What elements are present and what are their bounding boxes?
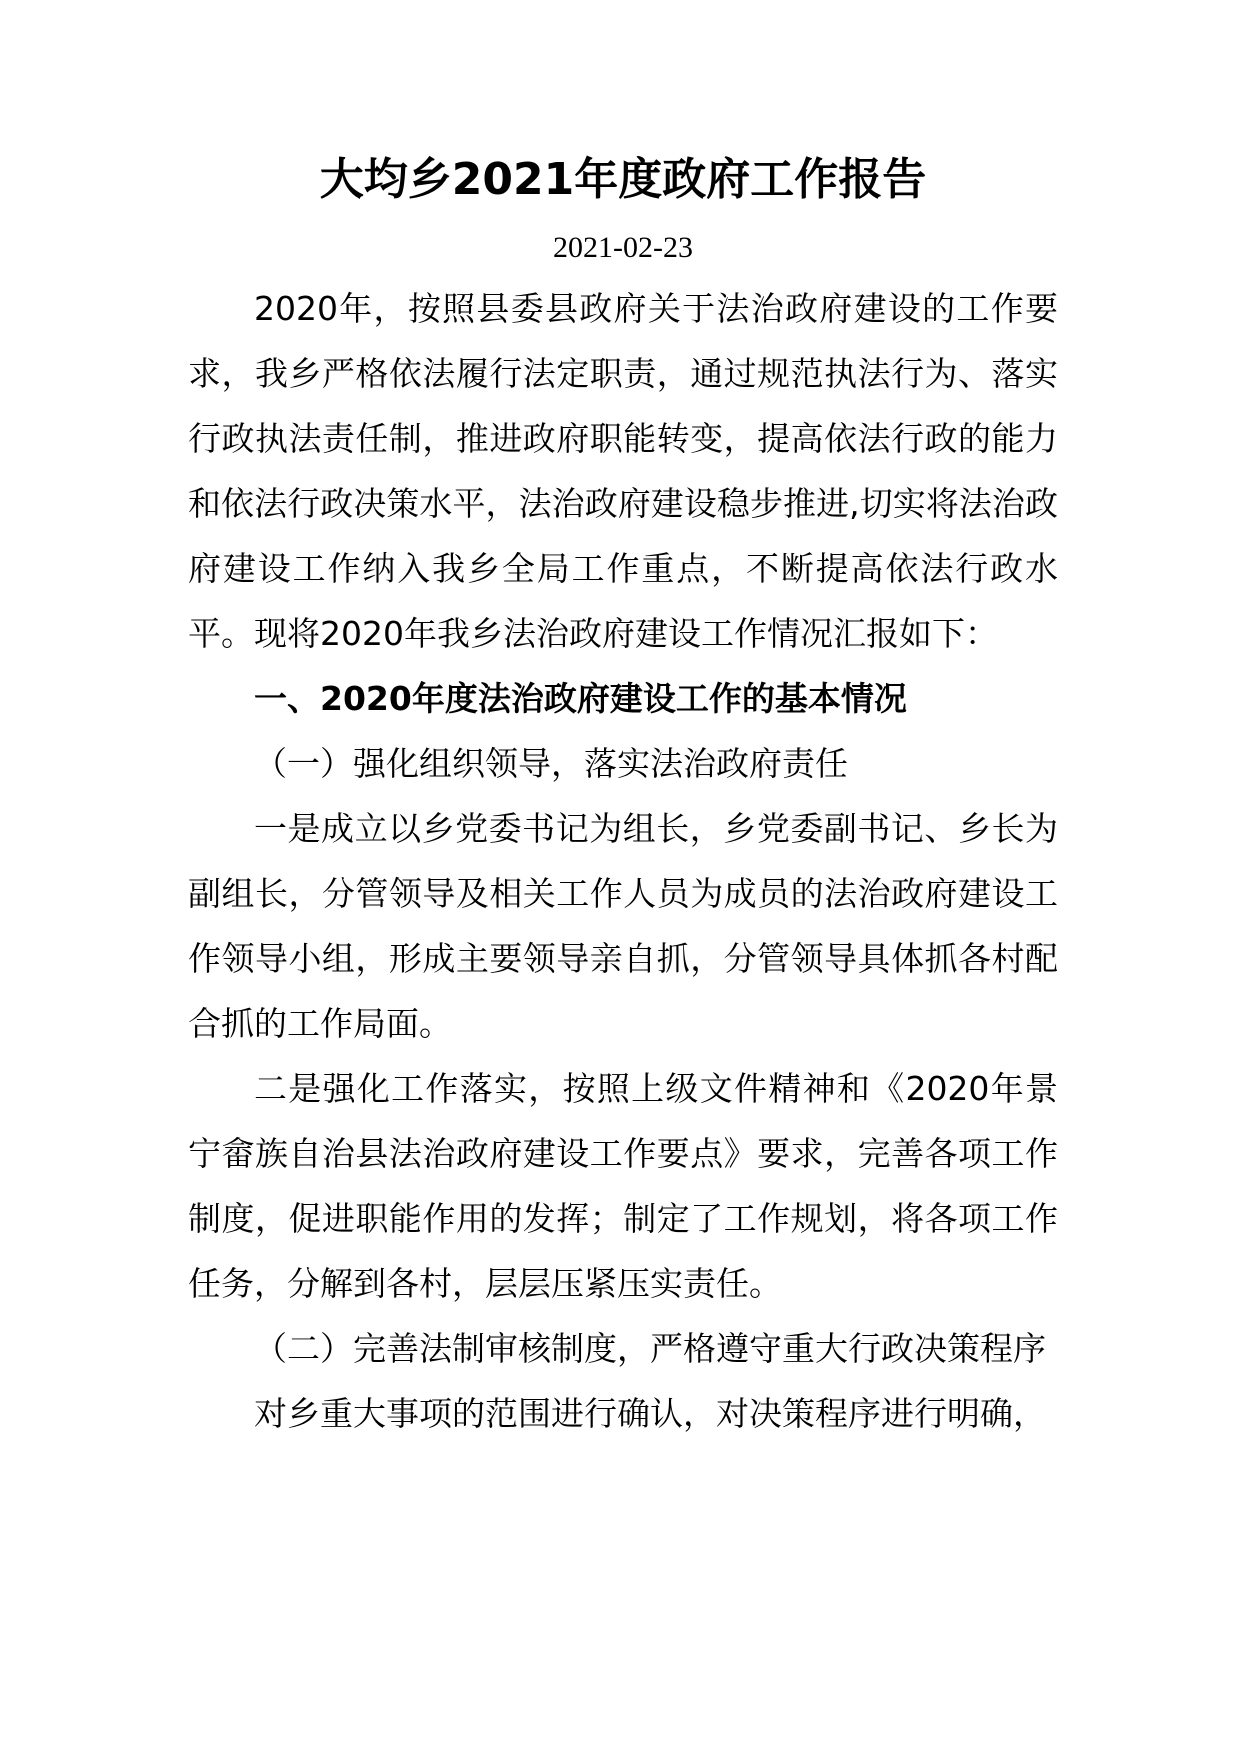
subsection-heading: （一）强化组织领导，落实法治政府责任 bbox=[254, 744, 848, 783]
intro-paragraph: 2020年，按照县委县政府关于法治政府建设的工作要求，我乡严格依法履行法定职责，通过规范执法行为、落实行政执法责任制，推进政府职能转变，提高依法行政的能力和依法行政决策水平，法治政府建设稳步推进,切实将法治政府建设工作纳入我乡全局工作重点，不断提高依法行政水平。现将2020年我乡法治政府建设工作情况汇报如下： bbox=[188, 289, 1058, 653]
document-date: 2021-02-23 bbox=[553, 231, 693, 264]
body-paragraph: 二是强化工作落实，按照上级文件精神和《2020年景宁畲族自治县法治政府建设工作要点》要求，完善各项工作制度，促进职能作用的发挥；制定了工作规划，将各项工作任务，分解到各村，层层压紧压实责任。 bbox=[188, 1069, 1058, 1303]
document-page bbox=[188, 150, 1058, 1446]
body-paragraph: 对乡重大事项的范围进行确认，对决策程序进行明确， bbox=[254, 1394, 1046, 1433]
section-heading: 一、2020年度法治政府建设工作的基本情况 bbox=[254, 679, 907, 718]
subsection-heading: （二）完善法制审核制度，严格遵守重大行政决策程序 bbox=[254, 1329, 1046, 1368]
document-title: 大均乡2021年度政府工作报告 bbox=[319, 154, 927, 205]
body-paragraph: 一是成立以乡党委书记为组长，乡党委副书记、乡长为副组长，分管领导及相关工作人员为成员的法治政府建设工作领导小组，形成主要领导亲自抓，分管领导具体抓各村配合抓的工作局面。 bbox=[188, 809, 1058, 1043]
